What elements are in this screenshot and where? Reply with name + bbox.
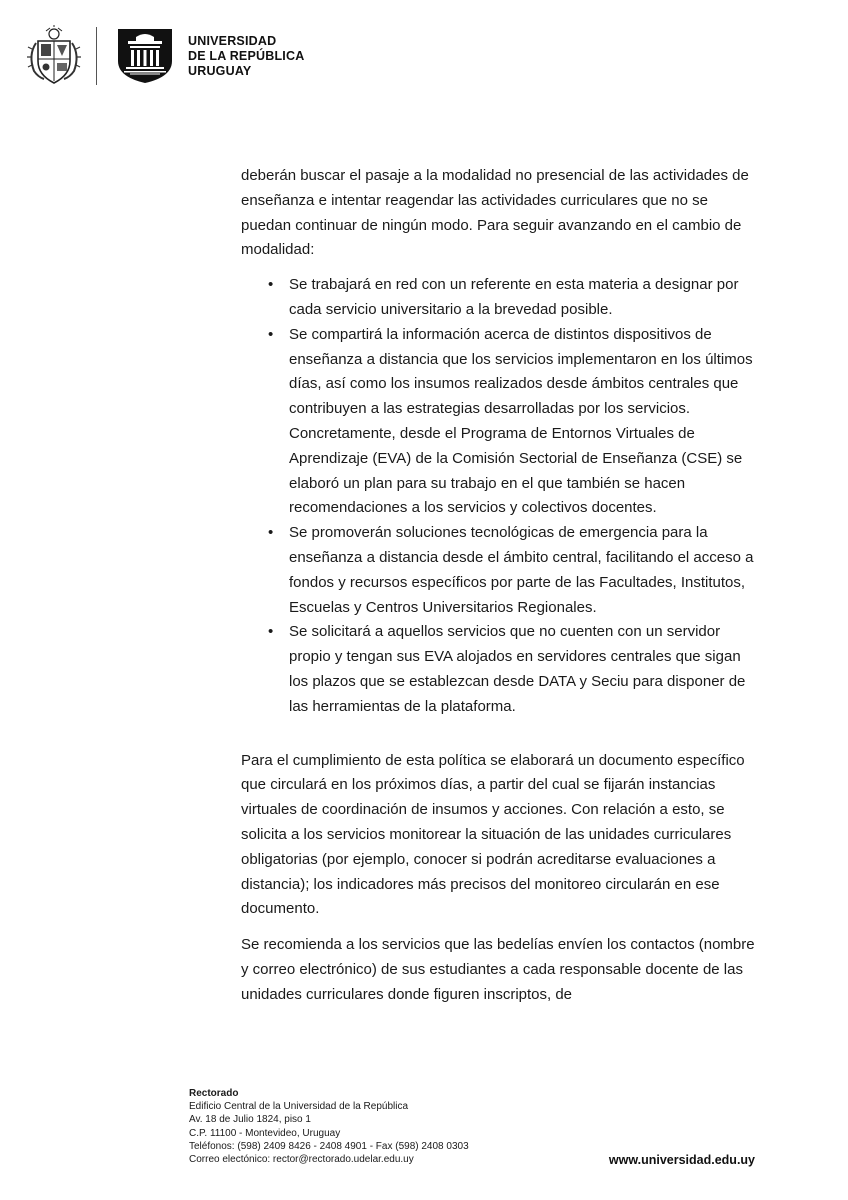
footer-line: Edificio Central de la Universidad de la República (189, 1101, 409, 1113)
bullet-icon: • (268, 524, 274, 542)
university-seal-logo (26, 25, 82, 87)
footer-title: Rectorado (189, 1088, 239, 1099)
paragraph-recommendation: Se recomienda a los servicios que las bedelías envíen los contactos (nombre y correo electrónico) de sus estudiantes a cada responsable docente de las unidades curriculares donde figuren inscriptos, de (241, 936, 755, 1003)
list-item (268, 323, 761, 521)
footer-website: www.universidad.edu.uy (608, 1153, 755, 1167)
paragraph-intro: deberán buscar el pasaje a la modalidad no presencial de las actividades de enseñanza e intentar reagendar las actividades curriculares que no se puedan continuar de ningún modo. Para seguir avanzando en el cambio de modalidad: (241, 167, 749, 259)
list-item-text: Se promoverán soluciones tecnológicas de emergencia para la enseñanza a distancia desde el ámbito central, facilitando el acceso a fondos y recursos específicos por parte de las Facultades, Institutos, Escuelas y Centros Universitarios Regionales. (289, 524, 754, 616)
list-item (268, 620, 761, 719)
paragraph-policy: Para el cumplimiento de esta política se elaborará un documento específico que circulará en los próximos días, a partir del cual se fijarán instancias virtuales de coordinación de insumos y acciones. Con relación a esto, se solicita a los servicios monitorear la situación de las unidades curriculares obligatorias (por ejemplo, conocer si podrán acreditarse evaluaciones a distancia); los indicadores más precisos del monitoreo circularán en ese documento. (241, 751, 745, 918)
letterhead (26, 24, 304, 88)
bullet-icon: • (268, 325, 274, 343)
university-name-line2: DE LA REPÚBLICA (188, 48, 305, 63)
list-item (268, 273, 761, 323)
footer-line: Teléfonos: (598) 2409 8426 - 2408 4901 - Fax (598) 2408 0303 (189, 1140, 469, 1152)
bullet-list (241, 273, 761, 719)
university-building-logo (116, 27, 174, 85)
university-name (188, 34, 304, 79)
header-divider (96, 27, 97, 85)
footer-line: C.P. 11100 - Montevideo, Uruguay (189, 1127, 341, 1139)
bullet-icon: • (268, 623, 274, 641)
list-item-text: Se compartirá la información acerca de distintos dispositivos de enseñanza a distancia que los servicios implementaron en los últimos días, así como los insumos realizados desde ámbitos centrales que contribuyen a las estrategias desarrolladas por los servicios. Concretamente, desde el Programa de Entornos Virtuales de Aprendizaje (EVA) de la Comisión Sectorial de Enseñanza (CSE) se elaboró un plan para su trabajo en el que también se hacen recomendaciones a los servicios y colectivos docentes. (289, 325, 753, 517)
document-body (241, 164, 761, 1008)
footer-line: Correo electónico: rector@rectorado.udelar.edu.uy (189, 1154, 414, 1166)
footer-line: Av. 18 de Julio 1824, piso 1 (189, 1114, 311, 1126)
footer-address (189, 1087, 469, 1166)
bullet-icon: • (268, 276, 274, 294)
university-name-line3: URUGUAY (188, 63, 252, 78)
list-item-text: Se solicitará a aquellos servicios que no cuenten con un servidor propio y tengan sus EVA alojados en servidores centrales que sigan los plazos que se establezcan desde DATA y Seciu para disponer de las herramientas de la plataforma. (289, 623, 746, 715)
university-name-line1: UNIVERSIDAD (188, 33, 277, 48)
list-item (268, 521, 761, 620)
list-item-text: Se trabajará en red con un referente en esta materia a designar por cada servicio universitario a la brevedad posible. (289, 276, 739, 318)
